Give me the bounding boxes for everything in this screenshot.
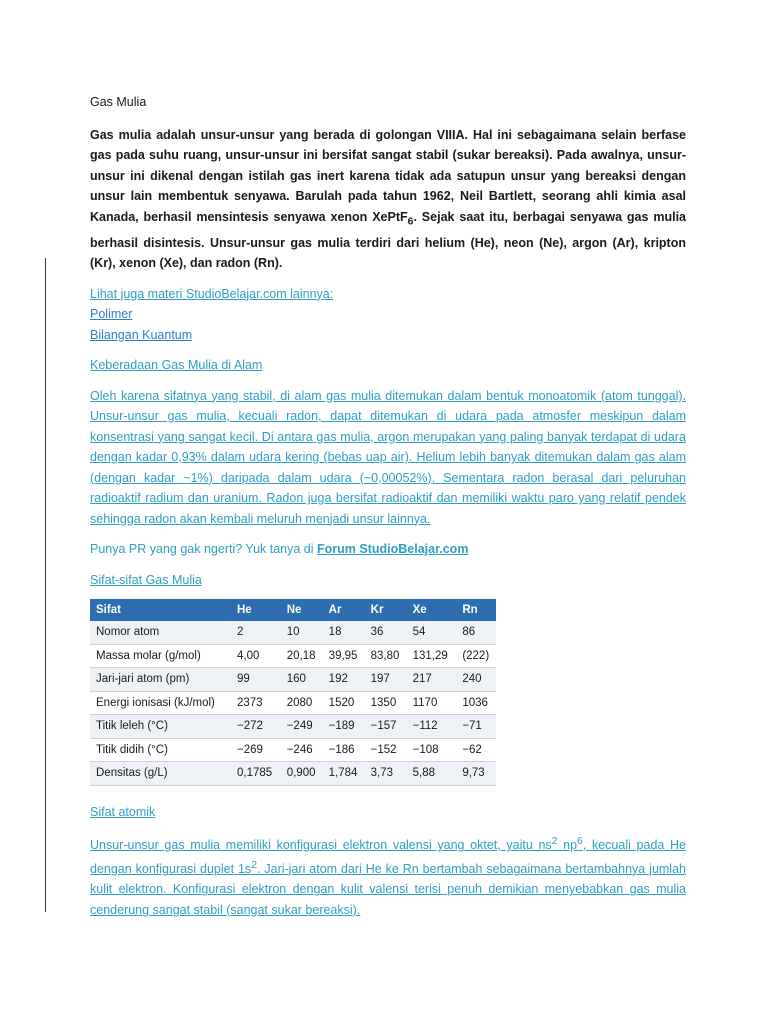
forum-link[interactable]: Forum StudioBelajar.com bbox=[317, 542, 469, 556]
table-row bbox=[90, 691, 496, 715]
table-cell: −108 bbox=[407, 738, 457, 762]
table-cell: −269 bbox=[231, 738, 281, 762]
table-header-cell: Xe bbox=[407, 599, 457, 621]
table-cell: 9,73 bbox=[456, 762, 496, 786]
atomik-text-d: . Jari-jari atom dari He ke Rn bertambah sebagaimana bertambahnya jumlah kulit elektron. Konfigurasi elektron dengan kulit valensi terisi penuh demikian menyebabkan gas mulia cenderung sangat stabil (sangat sukar bereaksi). bbox=[90, 861, 686, 917]
see-also-block bbox=[90, 284, 686, 346]
table-cell: 2373 bbox=[231, 691, 281, 715]
section-heading-keberadaan[interactable]: Keberadaan Gas Mulia di Alam bbox=[90, 358, 263, 372]
atomik-sup-1: 2 bbox=[551, 836, 558, 847]
table-cell: −152 bbox=[365, 738, 407, 762]
table-cell: 36 bbox=[365, 621, 407, 644]
table-header-cell: Rn bbox=[456, 599, 496, 621]
table-cell: 3,73 bbox=[365, 762, 407, 786]
table-row bbox=[90, 621, 496, 644]
table-cell: 54 bbox=[407, 621, 457, 644]
table-header-row bbox=[90, 599, 496, 621]
table-cell: Titik didih (°C) bbox=[90, 738, 231, 762]
section-heading-atomik[interactable]: Sifat atomik bbox=[90, 804, 156, 819]
table-cell: 20,18 bbox=[281, 644, 323, 668]
keberadaan-paragraph[interactable]: Oleh karena sifatnya yang stabil, di alam gas mulia ditemukan dalam bentuk monoatomik (atom tunggal). Unsur-unsur gas mulia, kecuali radon, dapat ditemukan di udara pada atmosfer meskipun dalam konsentrasi yang sangat kecil. Di antara gas mulia, argon merupakan yang paling banyak terdapat di udara dengan kadar 0,93% dalam udara kering (bebas uap air). Helium lebih banyak ditemukan dalam gas alam (dengan kadar ~1%) daripada dalam udara (~0,00052%). Sementara radon berasal dari peluruhan radioaktif radium dan uranium. Radon juga bersifat radioaktif dan memiliki waktu paro yang relatif pendek sehingga radon akan kembali meluruh menjadi unsur lainnya. bbox=[90, 388, 686, 526]
table-cell: 131,29 bbox=[407, 644, 457, 668]
atomik-text-c: , kecuali pada He dengan konfigurasi duplet 1s bbox=[90, 838, 686, 876]
table-row bbox=[90, 668, 496, 692]
table-row bbox=[90, 715, 496, 739]
table-cell: 240 bbox=[456, 668, 496, 692]
atomik-paragraph[interactable] bbox=[90, 832, 686, 920]
table-cell: Nomor atom bbox=[90, 621, 231, 644]
table-cell: 1036 bbox=[456, 691, 496, 715]
table-cell: −112 bbox=[407, 715, 457, 739]
table-cell: 4,00 bbox=[231, 644, 281, 668]
table-cell: 217 bbox=[407, 668, 457, 692]
table-cell: 18 bbox=[323, 621, 365, 644]
atomik-text-b: np bbox=[557, 838, 578, 853]
table-cell: −272 bbox=[231, 715, 281, 739]
table-cell: 83,80 bbox=[365, 644, 407, 668]
table-header-cell: Kr bbox=[365, 599, 407, 621]
table-cell: −249 bbox=[281, 715, 323, 739]
table-cell: Massa molar (g/mol) bbox=[90, 644, 231, 668]
table-header-cell: Ne bbox=[281, 599, 323, 621]
section-heading-sifat[interactable]: Sifat-sifat Gas Mulia bbox=[90, 572, 202, 587]
atomik-text-a: Unsur-unsur gas mulia memiliki konfigurasi elektron valensi yang oktet, yaitu ns bbox=[90, 838, 552, 853]
table-cell: (222) bbox=[456, 644, 496, 668]
table-cell: 2 bbox=[231, 621, 281, 644]
intro-text-end: . Sejak saat itu, berbagai senyawa gas mulia berhasil disintesis. Unsur-unsur gas mulia terdiri dari helium (He), neon (Ne), argon (Ar), kripton (Kr), xenon (Xe), dan radon (Rn). bbox=[90, 209, 686, 270]
document-body bbox=[90, 92, 686, 920]
table-header-cell: He bbox=[231, 599, 281, 621]
forum-line bbox=[90, 539, 686, 560]
table-cell: 160 bbox=[281, 668, 323, 692]
table-cell: Jari-jari atom (pm) bbox=[90, 668, 231, 692]
intro-subscript: 6 bbox=[407, 216, 414, 227]
table-cell: 0,900 bbox=[281, 762, 323, 786]
margin-change-bar bbox=[45, 258, 46, 912]
see-also-text[interactable]: Lihat juga materi StudioBelajar.com lainnya: bbox=[90, 286, 334, 301]
table-row bbox=[90, 644, 496, 668]
atomik-sup-3: 2 bbox=[251, 859, 257, 871]
table-cell: 5,88 bbox=[407, 762, 457, 786]
table-cell: 0,1785 bbox=[231, 762, 281, 786]
intro-text: Gas mulia adalah unsur-unsur yang berada di golongan VIIIA. Hal ini sebagaimana selain berfase gas pada suhu ruang, unsur-unsur ini bersifat sangat stabil (sukar bereaksi). Pada awalnya, unsur-unsur ini dikenal dengan istilah gas inert karena tidak ada satupun unsur yang bereaksi dengan unsur lain membentuk senyawa. Barulah pada tahun 1962, Neil Bartlett, seorang ahli kimia asal Kanada, berhasil mensintesis senyawa xenon XePtF bbox=[90, 127, 686, 224]
table-cell: Energi ionisasi (kJ/mol) bbox=[90, 691, 231, 715]
table-cell: 1350 bbox=[365, 691, 407, 715]
properties-table bbox=[90, 599, 496, 786]
table-header-cell: Ar bbox=[323, 599, 365, 621]
table-header-cell: Sifat bbox=[90, 599, 231, 621]
table-cell: 2080 bbox=[281, 691, 323, 715]
page-title: Gas Mulia bbox=[90, 95, 147, 109]
table-cell: 1,784 bbox=[323, 762, 365, 786]
table-cell: 197 bbox=[365, 668, 407, 692]
table-cell: −62 bbox=[456, 738, 496, 762]
table-cell: 10 bbox=[281, 621, 323, 644]
link-bilangan-kuantum[interactable]: Bilangan Kuantum bbox=[90, 327, 193, 342]
table-cell: −246 bbox=[281, 738, 323, 762]
table-cell: −189 bbox=[323, 715, 365, 739]
table-cell: 86 bbox=[456, 621, 496, 644]
table-cell: Densitas (g/L) bbox=[90, 762, 231, 786]
table-row bbox=[90, 738, 496, 762]
forum-text: Punya PR yang gak ngerti? Yuk tanya di bbox=[90, 542, 318, 556]
link-polimer[interactable]: Polimer bbox=[90, 307, 133, 321]
table-cell: −186 bbox=[323, 738, 365, 762]
table-cell: 192 bbox=[323, 668, 365, 692]
table-cell: −157 bbox=[365, 715, 407, 739]
table-cell: 1520 bbox=[323, 691, 365, 715]
table-cell: 39,95 bbox=[323, 644, 365, 668]
atomik-sup-2: 6 bbox=[577, 836, 583, 847]
intro-paragraph bbox=[90, 125, 686, 274]
table-cell: −71 bbox=[456, 715, 496, 739]
table-cell: Titik leleh (°C) bbox=[90, 715, 231, 739]
table-row bbox=[90, 762, 496, 786]
table-cell: 1170 bbox=[407, 691, 457, 715]
table-cell: 99 bbox=[231, 668, 281, 692]
